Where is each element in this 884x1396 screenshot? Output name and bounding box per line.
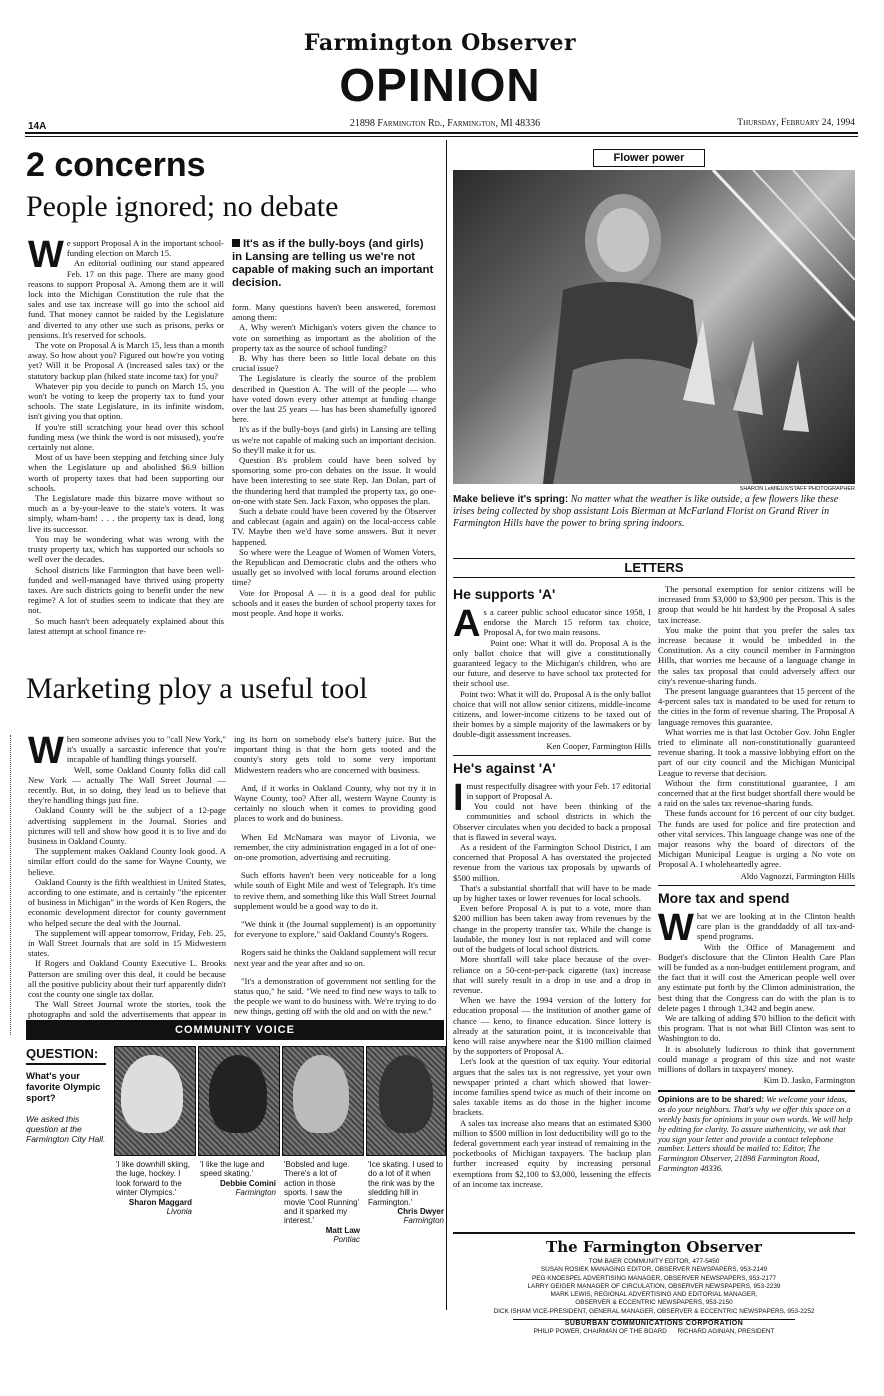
question-label: QUESTION: [26, 1046, 106, 1065]
question-text: What's your favorite Olympic sport? [26, 1071, 101, 1104]
paper-name: Farmington Observer [303, 30, 577, 56]
drop-cap: W [28, 730, 64, 772]
staff-box: The Farmington Observer TOM BAER COMMUNITY EDITOR, 477-5450 SUSAN ROSIEK MANAGING EDITOR, OBSERVER NEWSPAPERS, 953-2149 PEG KNOESPEL ADVERTISING MANAGER, OBSERVER NEWSPAPERS, 953-2177 LARRY GEIGER MANAGER OF CIRCULATION, OBSERVER NEWSPAPERS, 953-2239 MARK LEWIS, REGIONAL ADVERTISING AND EDITORIAL MANAGER, OBSERVER & ECCENTRIC NEWSPAPERS, 953-2150 DICK ISHAM VICE-PRESIDENT, GENERAL MANAGER, OBSERVER & ECCENTRIC NEWSPAPERS, 953-2252 SUBURBAN COMMUNICATIONS CORPORATION PHILIP POWER, CHAIRMAN OF THE BOARD RICHARD AGINIAN, PRESIDENT [453, 1232, 855, 1337]
portrait-photo-1 [114, 1046, 196, 1156]
letter-1-signature: Ken Cooper, Farmington Hills [546, 740, 651, 751]
editorial-column-2: It's as if the bully-boys (and girls) in Lansing are telling us we're not capable of making such an important decision. form. Many questions haven't been answered, foremost among them: A. Why weren't Michigan's voters given the chance to vote on something as important as the abolition of the property tax as the source of school funding? B. Why has there been so little local debate on this crucial issue? The Legislature is clearly the source of the problem described in Question A. The will of the people — who have voted down every other attempt at funding change over the last 25 years — has has been shamefully ignored here. It's as if the bully-boys (and girls) in Lansing are telling us we're not capable of making such an important decision. So they'll make it for us. Question B's problem could have been solved by sponsoring some pro-con debates on the issue. It would have been interesting to see state Rep. Jan Dolan, part of the thundering herd that trampled the property tax, go one-on-one with state Sen. Jack Faxon, who opposes the plan. Such a debate could have been covered by the Observer and cablecast (again and again) on the local-access cable TV. Maybe then we'd have some answers. But it never happened. So where were the League of Women of Women Voters, the Republican and Democratic clubs and the others who usually get so involved with local forums around election time? Vote for Proposal A — it is a good deal for public schools and it eases the burden of school property taxes for most people. And hope it works. [232, 238, 436, 619]
staff-corporation: SUBURBAN COMMUNICATIONS CORPORATION [564, 1320, 744, 1328]
letters-column-1: He supports 'A' A s a career public school educator since 1958, I endorse the March 15 reform tax choice, Proposal A, for two main reasons. Point one: What it will do. Proposal A is the only ballot choice that will give a constitutionally guaranteed legacy to the Michigan's children, who are our future, and deserve to have school tax protected for their school use. Point two: What it will do. Proposal A is the only ballot choice that will not allow senior citizens, middle-income citizens, and lower-income citizens to be taxed out of their homes by a simple majority of the lawmakers or by double-digit assessment increases. Ken Cooper, Farmington Hills He's against 'A' I must respectfully disagree with your Feb. 17 editorial in support of Proposal A. You could not have been thinking of the communities and school districts in which the Observer circulates when you decided to back a proposal that is flawed in several ways. As a resident of the Farmington School District, I am concerned that Proposal A has overstated the projected revenue from the various tax proposals by upwards of $500 million. That's a substantial shortfall that will have to be made up by higher taxes or lower revenues for local schools. Even before Proposal A is put to a vote, more than $200 million has been taken away from revenues by the change in the property transfer tax. While the change is laudable, the money lost is not replaced and will come out of the budgets of local school districts. More shortfall will take place because of the over-reliance on a 50-cent-per-pack cigarette (tax) increase that will surely result in a drop in use and a drop in revenue. When we have the 1994 version of the lottery for education proposal — the institution of another game of chance — keno, to finance education. Since lottery is already at the saturation point, it is inconceivable that keno will raise anywhere near the $100 million claimed by the supporters of Proposal A. Let's look at the question of tax equity. Your editorial argues that the sales tax is not regressive, yet your own newspaper printed a chart which showed that lower-income families spend twice as much of their income on sales taxable items as do those in the higher income brackets. A sales tax increase also means that an estimated $300 million to $500 million in lost deductibility will go to the federal government each year instead of remaining in the pocketbooks of Michigan taxpayers. The backup plan further increased equity by increasing personal exemptions from $2,100 to $3,000, lessening the effects of an income tax increase. [453, 586, 651, 1189]
margin-dots [10, 735, 14, 1035]
drop-cap: I [453, 776, 464, 819]
staff-officers: PHILIP POWER, CHAIRMAN OF THE BOARD RICHARD AGINIAN, PRESIDENT [533, 1328, 775, 1336]
response-4: 'Ice skating. I used to do a lot of it when the rink was by the sledding hill in Farmington.' Chris Dwyer Farmington [368, 1160, 444, 1226]
photo-caption: Make believe it's spring: No matter what the weather is like outside, a few flowers like these irises being collected by shop assistant Lois Bierman at McFarland Florist on Grand River in Farmington Hills have the power to bring spring indoors. [453, 494, 839, 529]
flower-photo [453, 170, 855, 484]
letter-1-headline: He supports 'A' [453, 586, 556, 602]
editorial-2-headline: Marketing ploy a useful tool [26, 672, 368, 705]
masthead-rule-thin [25, 136, 858, 137]
letters-column-2: The personal exemption for senior citizens will be increased from $3,000 to $3,900 per person. This is the group that would be hit hardest by the Proposal A sales tax increase. You make the point that you prefer the sales tax increase because it would be imbedded in the Constitution. As a city council member in Farmington Hills, that worries me because of a language change in the sales tax proposal that could adversely affect our city's revenue-sharing funds. The present language guarantees that 15 percent of the 4-percent sales tax is mandated to be used for return to the cities in the form of revenue sharing. The Proposal A language removes this guarantee. What worries me is that last October Gov. John Engler tried to eliminate all non-constitutionally guaranteed revenue sharing. It took a massive lobbying effort on the part of our city council and the Michigan Municipal League to reverse that decision. Without the firm constitutional guarantee, I am concerned that at the first budget shortfall there would be a raid on the sales tax revenue-sharing funds. These funds account for 16 percent of our city budget. The funds are used for police and fire protection and other vital services. This language change was one of the major reasons why the board of directors of the Michigan Municipal League is urging a No vote on Proposal A. I wholeheartedly agree. Aldo Vagnozzi, Farmington Hills More tax and spend W hat we are looking at in the Clinton health care plan is the granddaddy of all tax-and-spend programs. With the Office of Management and Budget's disclosure that the Clinton Health Care Plan will be funded as a non-budget entitlement program, and the fact that it will cost the American people well over any estimate put forth by the Clinton administration, the best thing that the Congress can do with the plan is to delete pages 1 through 1,342 and begin anew. We are talking of adding $70 billion to the deficit with this program. That is not what Bill Clinton was sent to Washington to do. It is absolutely ludicrous to think that government could manage a program of this size and not waste millions of dollars in taxpayers' money. Kim D. Jasko, Farmington Opinions are to be shared: We welcome your ideas, as do your neighbors. That's why we offer this space on a weekly basis for opinions in your own words. We will help by editing for clarity. To assure authenticity, we ask that you sign your letter and provide a contact telephone number. Letters should be mailed to: Editor, The Farmington Observer, 21898 Farmington Road, Farmington 48336. [658, 584, 855, 1173]
letter-2-signature: Aldo Vagnozzi, Farmington Hills [740, 870, 855, 881]
drop-cap: W [658, 906, 694, 949]
question-note: We asked this question at the Farmington City Hall. [26, 1114, 106, 1144]
editorial-2-column-1: W hen someone advises you to "call New York," it's usually a sarcastic inference that you're incapable of handling things yourself. Well, some Oakland County folks did call New York — actually The Wall Street Journal — recently. But, in so doing, they lead us to believe that they're handling things just fine. Oakland County will be the subject of a 12-page advertising supplement in the Journal. Stories and pictures will tell and show how good it is to live and do business in Oakland County. The supplement makes Oakland County look good. A similar effort could do the same for Wayne County, we believe. Oakland County is the fifth wealthiest in United States, according to one estimate, and is certainly "the epicenter of business in Michigan" in the words of Ken Rogers, the economic development director for county government who helped secure the deal with the Journal. The supplement will appear tomorrow, Friday, Feb. 25, in Wall Street Journals that are sold in 15 Midwestern states. If Rogers and Oakland County Executive L. Brooks Patterson are smiling over this deal, it could be because all the positive publicity about their turf apparently didn't cost the county one single tax dollar. The Wall Street Journal wrote the stories, took the photographs and sold the advertisements that appear in [28, 730, 226, 1020]
editorial-column-1: W e support Proposal A in the important school-funding election on March 15. An editorial outlining our stand appeared Feb. 17 on this page. There are many good reasons to support Proposal A. Among them are it will lock into the Michigan Constitution the rule that the sales and use tax increase will go into the school aid fund. That money cannot be raided by the Legislature and diverted to any other use such as prisons, perks or pensions. It's reserved for schools. The vote on Proposal A is March 15, less than a month away. So how about you? Figured out how're you voting yet? Will it be Proposal A (increased sales tax) or the statutory backup plan (hiked state income tax) for you? Whatever pip you decide to punch on March 15, you won't be voting to keep the property tax to fund your schools. The state Legislature, in its infinite wisdom, isn't giving you that option. If you're still scratching your head over this school funding mess (we think the word is not misused), you're certainly not alone. Most of us have been stepping and fetching since July when the Legislature up and abolished $6.9 billion worth of property taxes that had been supporting our schools. The Legislature made this bizarre move without so much as a by-your-leave to the state's voters. It was simply, wham-bam! . . . the property tax is dead, long live its successor. You may be wondering what was wrong with the trusty property tax, which has supported our schools so well over the decades. School districts like Farmington that have been well-funded and well-managed have thrived using property taxes. Are such districts going to benefit under the new regime? A lot of studies seem to indicate that they are not. So much hasn't been adequately explained about this latest attempt at school finance re- [28, 234, 224, 636]
portrait-photo-2 [198, 1046, 280, 1156]
response-2: 'I like the luge and speed skating.' Debbie Comini Farmington [200, 1160, 276, 1198]
response-3: 'Bobsled and luge. There's a lot of action in those sports. I saw the movie 'Cool Running' and it sparked my interest.' Matt Law Pontiac [284, 1160, 360, 1245]
staff-paper-name: The Farmington Observer [546, 1238, 762, 1256]
photo-image [453, 170, 855, 484]
masthead-rule [25, 132, 858, 134]
portrait-photo-4 [366, 1046, 446, 1156]
editorial-kicker: 2 concerns [26, 146, 206, 184]
paper-address: 21898 Farmington Rd., Farmington, MI 48336 [349, 118, 541, 129]
section-title: OPINION [339, 59, 541, 111]
pull-quote-bullet [232, 239, 240, 247]
community-voice-title: COMMUNITY VOICE [26, 1020, 444, 1040]
page-number: 14A [28, 121, 47, 132]
editorial-headline: People ignored; no debate [26, 190, 339, 223]
drop-cap: A [453, 603, 481, 645]
photo-label: Flower power [593, 149, 705, 167]
letters-header: LETTERS [624, 560, 684, 575]
response-1: 'I like downhill skiing, the luge, hockey. I look forward to the winter Olympics.' Sharon Maggard Livonia [116, 1160, 192, 1217]
issue-date: Thursday, February 24, 1994 [737, 118, 855, 128]
photo-credit: SHARON LeMIEUX/STAFF PHOTOGRAPHER [739, 486, 855, 492]
letter-3-headline: More tax and spend [658, 889, 790, 906]
drop-cap: W [28, 234, 64, 276]
portrait-photo-3 [282, 1046, 364, 1156]
editorial-2-column-2: ing its horn on somebody else's battery juice. But the important thing is that the horn gets tooted and the county's story gets told to some very important Midwestern readers who are concerned with business. And, if it works in Oakland County, why not try it in Wayne County, too? After all, western Wayne County is certainly no slouch when it comes to providing good places to work and do business. When Ed McNamara was mayor of Livonia, we remember, the city administration engaged in a lot of one-on-one promotion, advertising and recruiting. Such efforts haven't been very noticeable for a long while south of Eight Mile and west of Telegraph. It's time to revive them, and something like this Wall Street Journal supplement would be a good way to do it. "We think it (the Journal supplement) is an opportunity for everyone to explore," said Oakland County's Rogers. Rogers said he thinks the Oakland supplement will recur next year and the year after and so on. "It's a demonstration of government not settling for the status quo," he said. "We need to find new ways to talk to the people we want to do business with. We're trying to do new things, getting off with the old and on with the new." [234, 734, 436, 1017]
letters-policy: Opinions are to be shared: We welcome your ideas, as do your neighbors. That's why we offer this space on a weekly basis for opinions in your own words. We will help by editing for clarity. To assure authenticity, we ask that you sign your letter and provide a contact telephone number. Letters should be mailed to: Editor, The Farmington Observer, 21898 Farmington Road, Farmington 48336. [658, 1090, 855, 1173]
question-box [26, 1046, 106, 1144]
letter-2-headline: He's against 'A' [453, 759, 556, 776]
column-divider [446, 140, 447, 1310]
letter-3-signature: Kim D. Jasko, Farmington [763, 1075, 855, 1086]
pull-quote: It's as if the bully-boys (and girls) in Lansing are telling us we're not capable of making such an important decision. [232, 238, 434, 289]
community-voice [26, 1020, 444, 1320]
